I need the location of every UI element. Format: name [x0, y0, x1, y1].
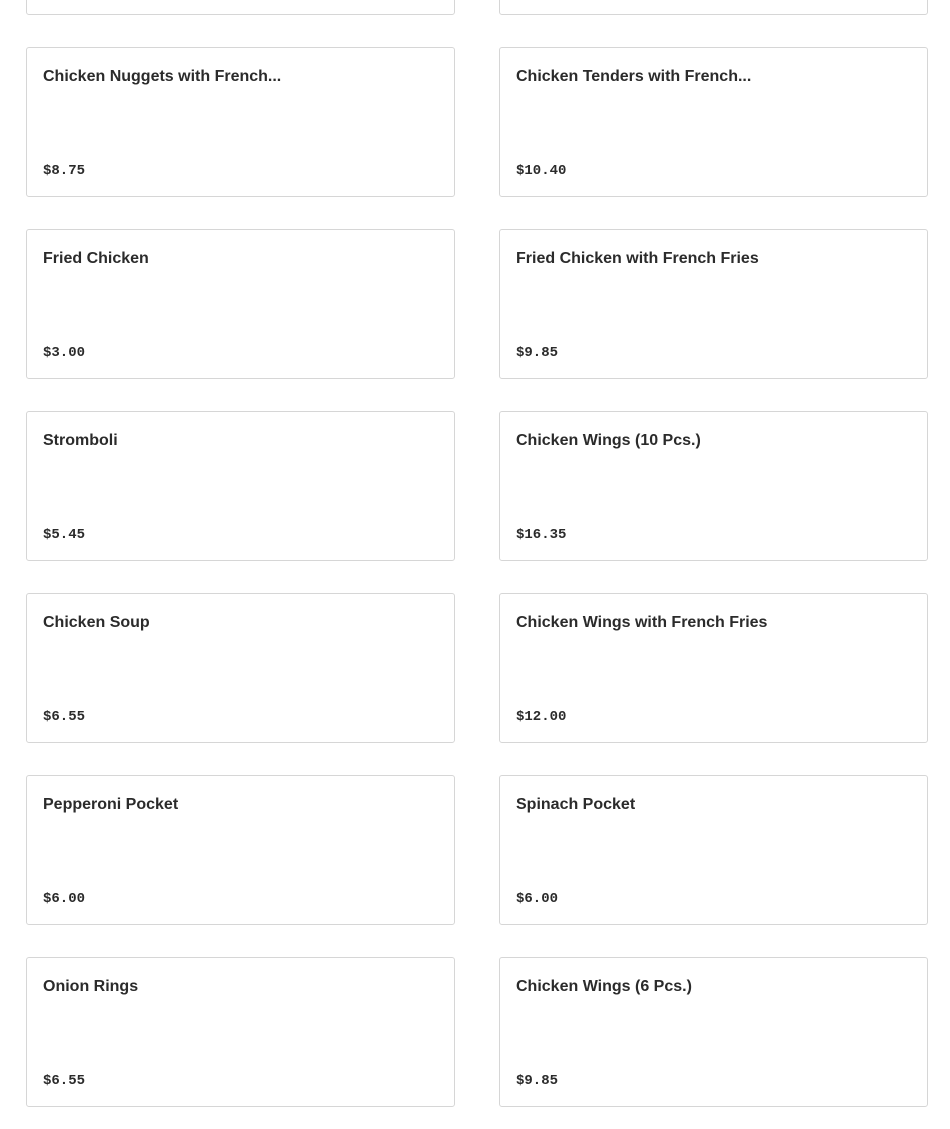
menu-item-name: Spinach Pocket	[516, 796, 636, 813]
menu-item-name: Onion Rings	[43, 978, 139, 995]
menu-item-grid	[26, 0, 928, 1107]
menu-item-name: Fried Chicken	[43, 250, 149, 267]
menu-item-card-pepperoni-pocket[interactable]	[26, 775, 455, 925]
menu-item-price: $12.00	[516, 709, 567, 725]
menu-item-card[interactable]	[499, 0, 928, 15]
menu-item-card-spinach-pocket[interactable]	[499, 775, 928, 925]
menu-item-card-chicken-soup[interactable]	[26, 593, 455, 743]
menu-item-name: Pepperoni Pocket	[43, 796, 179, 813]
menu-item-price: $8.75	[43, 163, 86, 179]
menu-item-price: $6.00	[516, 891, 559, 907]
menu-item-name: Fried Chicken with French Fries	[516, 250, 759, 267]
menu-item-price: $5.45	[43, 527, 86, 543]
menu-item-name: Stromboli	[43, 432, 118, 449]
menu-item-name: Chicken Wings with French Fries	[516, 614, 768, 631]
menu-item-price: $10.40	[516, 163, 567, 179]
menu-item-card[interactable]	[26, 0, 455, 15]
menu-item-card-chicken-wings-10[interactable]	[499, 411, 928, 561]
menu-item-card-chicken-tenders[interactable]	[499, 47, 928, 197]
menu-item-card-onion-rings[interactable]	[26, 957, 455, 1107]
menu-item-name: Chicken Tenders with French...	[516, 68, 752, 85]
menu-item-price: $6.55	[43, 1073, 86, 1089]
menu-item-price: $16.35	[516, 527, 567, 543]
menu-item-card-chicken-wings-fries[interactable]	[499, 593, 928, 743]
menu-item-price: $9.85	[516, 1073, 559, 1089]
menu-item-card-fried-chicken[interactable]	[26, 229, 455, 379]
menu-item-card-stromboli[interactable]	[26, 411, 455, 561]
menu-item-price: $3.00	[43, 345, 86, 361]
menu-item-card-chicken-nuggets[interactable]	[26, 47, 455, 197]
menu-item-price: $6.00	[43, 891, 86, 907]
menu-item-name: Chicken Soup	[43, 614, 150, 631]
menu-item-name: Chicken Wings (10 Pcs.)	[516, 432, 701, 449]
menu-item-card-chicken-wings-6[interactable]	[499, 957, 928, 1107]
menu-item-card-fried-chicken-fries[interactable]	[499, 229, 928, 379]
menu-item-price: $9.85	[516, 345, 559, 361]
menu-item-name: Chicken Wings (6 Pcs.)	[516, 978, 692, 995]
menu-item-price: $6.55	[43, 709, 86, 725]
menu-item-name: Chicken Nuggets with French...	[43, 68, 282, 85]
